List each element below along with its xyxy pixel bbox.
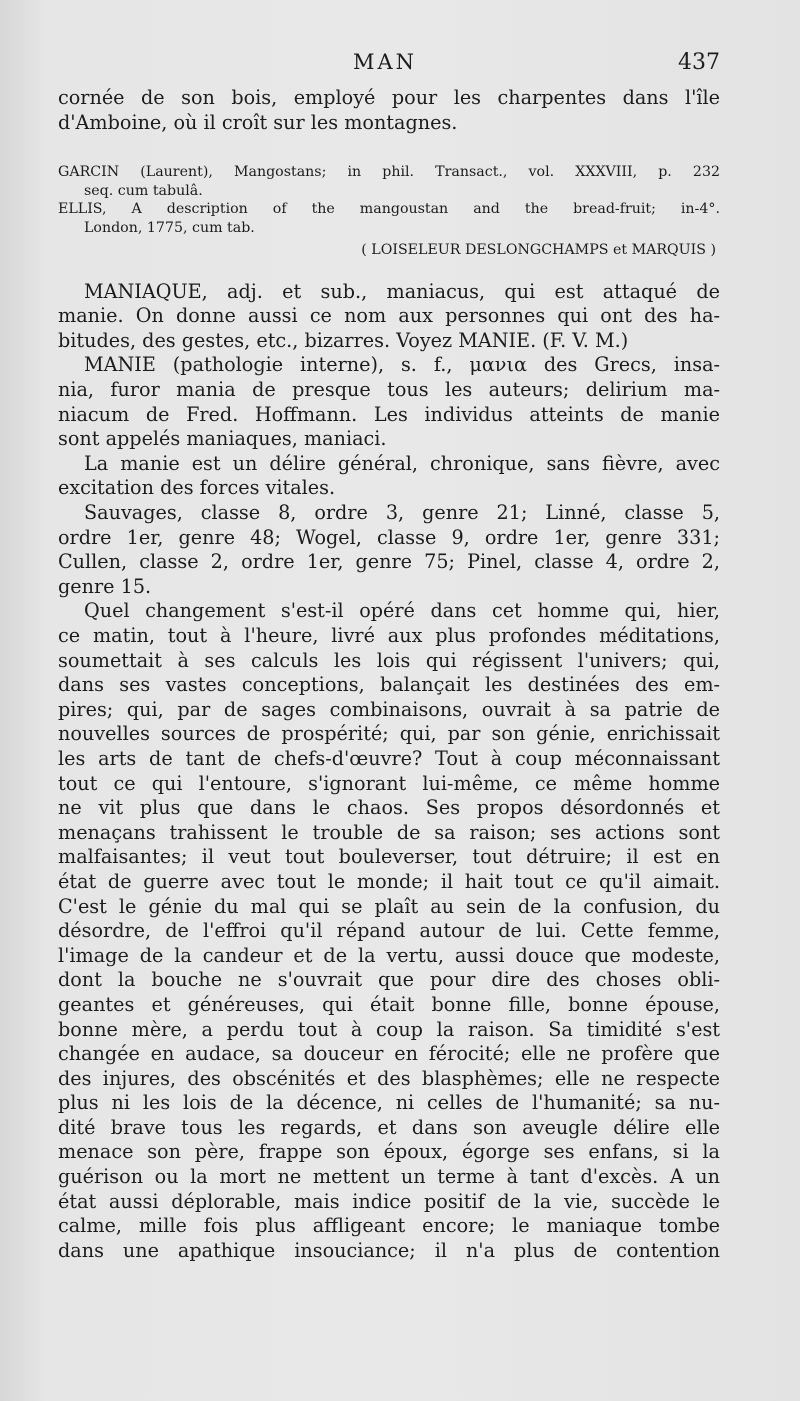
- description-line: dans une apathique insouciance; il n'a plus de contention: [58, 1238, 720, 1262]
- authors-signature: ( LOISELEUR DESLONGCHAMPS et MARQUIS ): [361, 242, 716, 259]
- bibliography-line: ELLIS, A description of the mangoustan and the bread-fruit; in-4°.: [58, 201, 720, 218]
- entry-maniaque-line: MANIAQUE, adj. et sub., maniacus, qui est attaqué de: [84, 279, 720, 303]
- description-line: état aussi déplorable, mais indice positif de la vie, succède le: [58, 1189, 720, 1213]
- bibliography: [58, 163, 720, 260]
- description-line: nouvelles sources de prospérité; qui, par son génie, enrichissait: [58, 722, 720, 746]
- description-line: Quel changement s'est-il opéré dans cet homme qui, hier,: [84, 599, 720, 623]
- description-line: soumettait à ses calculs les lois qui régissent l'univers; qui,: [58, 648, 720, 672]
- bibliography-line: London, 1775, cum tab.: [84, 219, 255, 236]
- description-line: tout ce qui l'entoure, s'ignorant lui-même, ce même homme: [58, 771, 720, 795]
- description-line: changée en audace, sa douceur en férocité; elle ne profère que: [58, 1042, 720, 1066]
- description-line: plus ni les lois de la décence, ni celles de l'humanité; sa nu-: [58, 1091, 720, 1115]
- entry-manie-line: sont appelés maniaques, maniaci.: [58, 427, 387, 451]
- classification-line: Sauvages, classe 8, ordre 3, genre 21; Linné, classe 5,: [84, 501, 720, 525]
- description-line: malfaisantes; il veut tout bouleverser, tout détruire; il est en: [58, 845, 720, 869]
- definition-line: excitation des forces vitales.: [58, 476, 336, 500]
- text-line: cornée de son bois, employé pour les charpentes dans l'île: [58, 86, 720, 109]
- running-title: MAN: [353, 50, 418, 74]
- bibliography-line: seq. cum tabulâ.: [84, 182, 203, 199]
- classification-line: genre 15.: [58, 574, 152, 598]
- running-header: [58, 50, 720, 86]
- description-line: état de guerre avec tout le monde; il hait tout ce qu'il aimait.: [58, 869, 720, 893]
- text-block: [58, 50, 720, 1263]
- description-line: calme, mille fois plus affligeant encore; le maniaque tombe: [58, 1214, 720, 1238]
- description-line: des injures, des obscénités et des blasphèmes; elle ne respecte: [58, 1066, 720, 1090]
- bibliography-line: GARCIN (Laurent), Mangostans; in phil. Transact., vol. XXXVIII, p. 232: [58, 164, 720, 181]
- description-line: dans ses vastes conceptions, balançait les destinées des em-: [58, 673, 720, 697]
- description-line: dité brave tous les regards, et dans son aveugle délire elle: [58, 1115, 720, 1139]
- entry-maniaque-line: bitudes, des gestes, etc., bizarres. Voyez MANIE. (F. V. M.): [58, 328, 629, 352]
- description-line: pires; qui, par de sages combinaisons, ouvrait à sa patrie de: [58, 697, 720, 721]
- entry-manie-line: MANIE (pathologie interne), s. f., μανια des Grecs, insa-: [84, 353, 720, 377]
- entry-manie-line: nia, furor mania de presque tous les auteurs; delirium ma-: [58, 378, 720, 402]
- entry-maniaque-line: manie. On donne aussi ce nom aux personnes qui ont des ha-: [58, 304, 720, 328]
- description-line: menace son père, frappe son époux, égorge ses enfans, si la: [58, 1140, 720, 1164]
- description-line: menaçans trahissent le trouble de sa raison; ses actions sont: [58, 820, 720, 844]
- text-line: d'Amboine, où il croît sur les montagnes.: [58, 110, 458, 134]
- description-line: ne vit plus que dans le chaos. Ses propos désordonnés et: [58, 796, 720, 820]
- classification-line: ordre 1er, genre 48; Wogel, classe 9, ordre 1er, genre 331;: [58, 525, 720, 549]
- description-line: désordre, de l'effroi qu'il répand autour de lui. Cette femme,: [58, 919, 720, 943]
- description-line: ce matin, tout à l'heure, livré aux plus profondes méditations,: [58, 624, 720, 647]
- definition-line: La manie est un délire général, chronique, sans fièvre, avec: [84, 451, 720, 475]
- carry-over-paragraph: [58, 86, 720, 135]
- description-line: C'est le génie du mal qui se plaît au sein de la confusion, du: [58, 894, 720, 918]
- description-line: dont la bouche ne s'ouvrait que pour dire des choses obli-: [58, 968, 720, 992]
- dictionary-entries: [58, 280, 720, 1264]
- description-line: bonne mère, a perdu tout à coup la raison. Sa timidité s'est: [58, 1017, 720, 1041]
- description-line: guérison ou la mort ne mettent un terme à tant d'excès. A un: [58, 1165, 720, 1189]
- classification-line: Cullen, classe 2, ordre 1er, genre 75; Pinel, classe 4, ordre 2,: [58, 550, 720, 574]
- page-number: 437: [678, 50, 720, 75]
- description-line: geantes et généreuses, qui était bonne fille, bonne épouse,: [58, 992, 720, 1016]
- description-line: les arts de tant de chefs-d'œuvre? Tout à coup méconnaissant: [58, 746, 720, 770]
- entry-manie-line: niacum de Fred. Hoffmann. Les individus atteints de manie: [58, 402, 720, 426]
- description-line: l'image de la candeur et de la vertu, aussi douce que modeste,: [58, 943, 720, 967]
